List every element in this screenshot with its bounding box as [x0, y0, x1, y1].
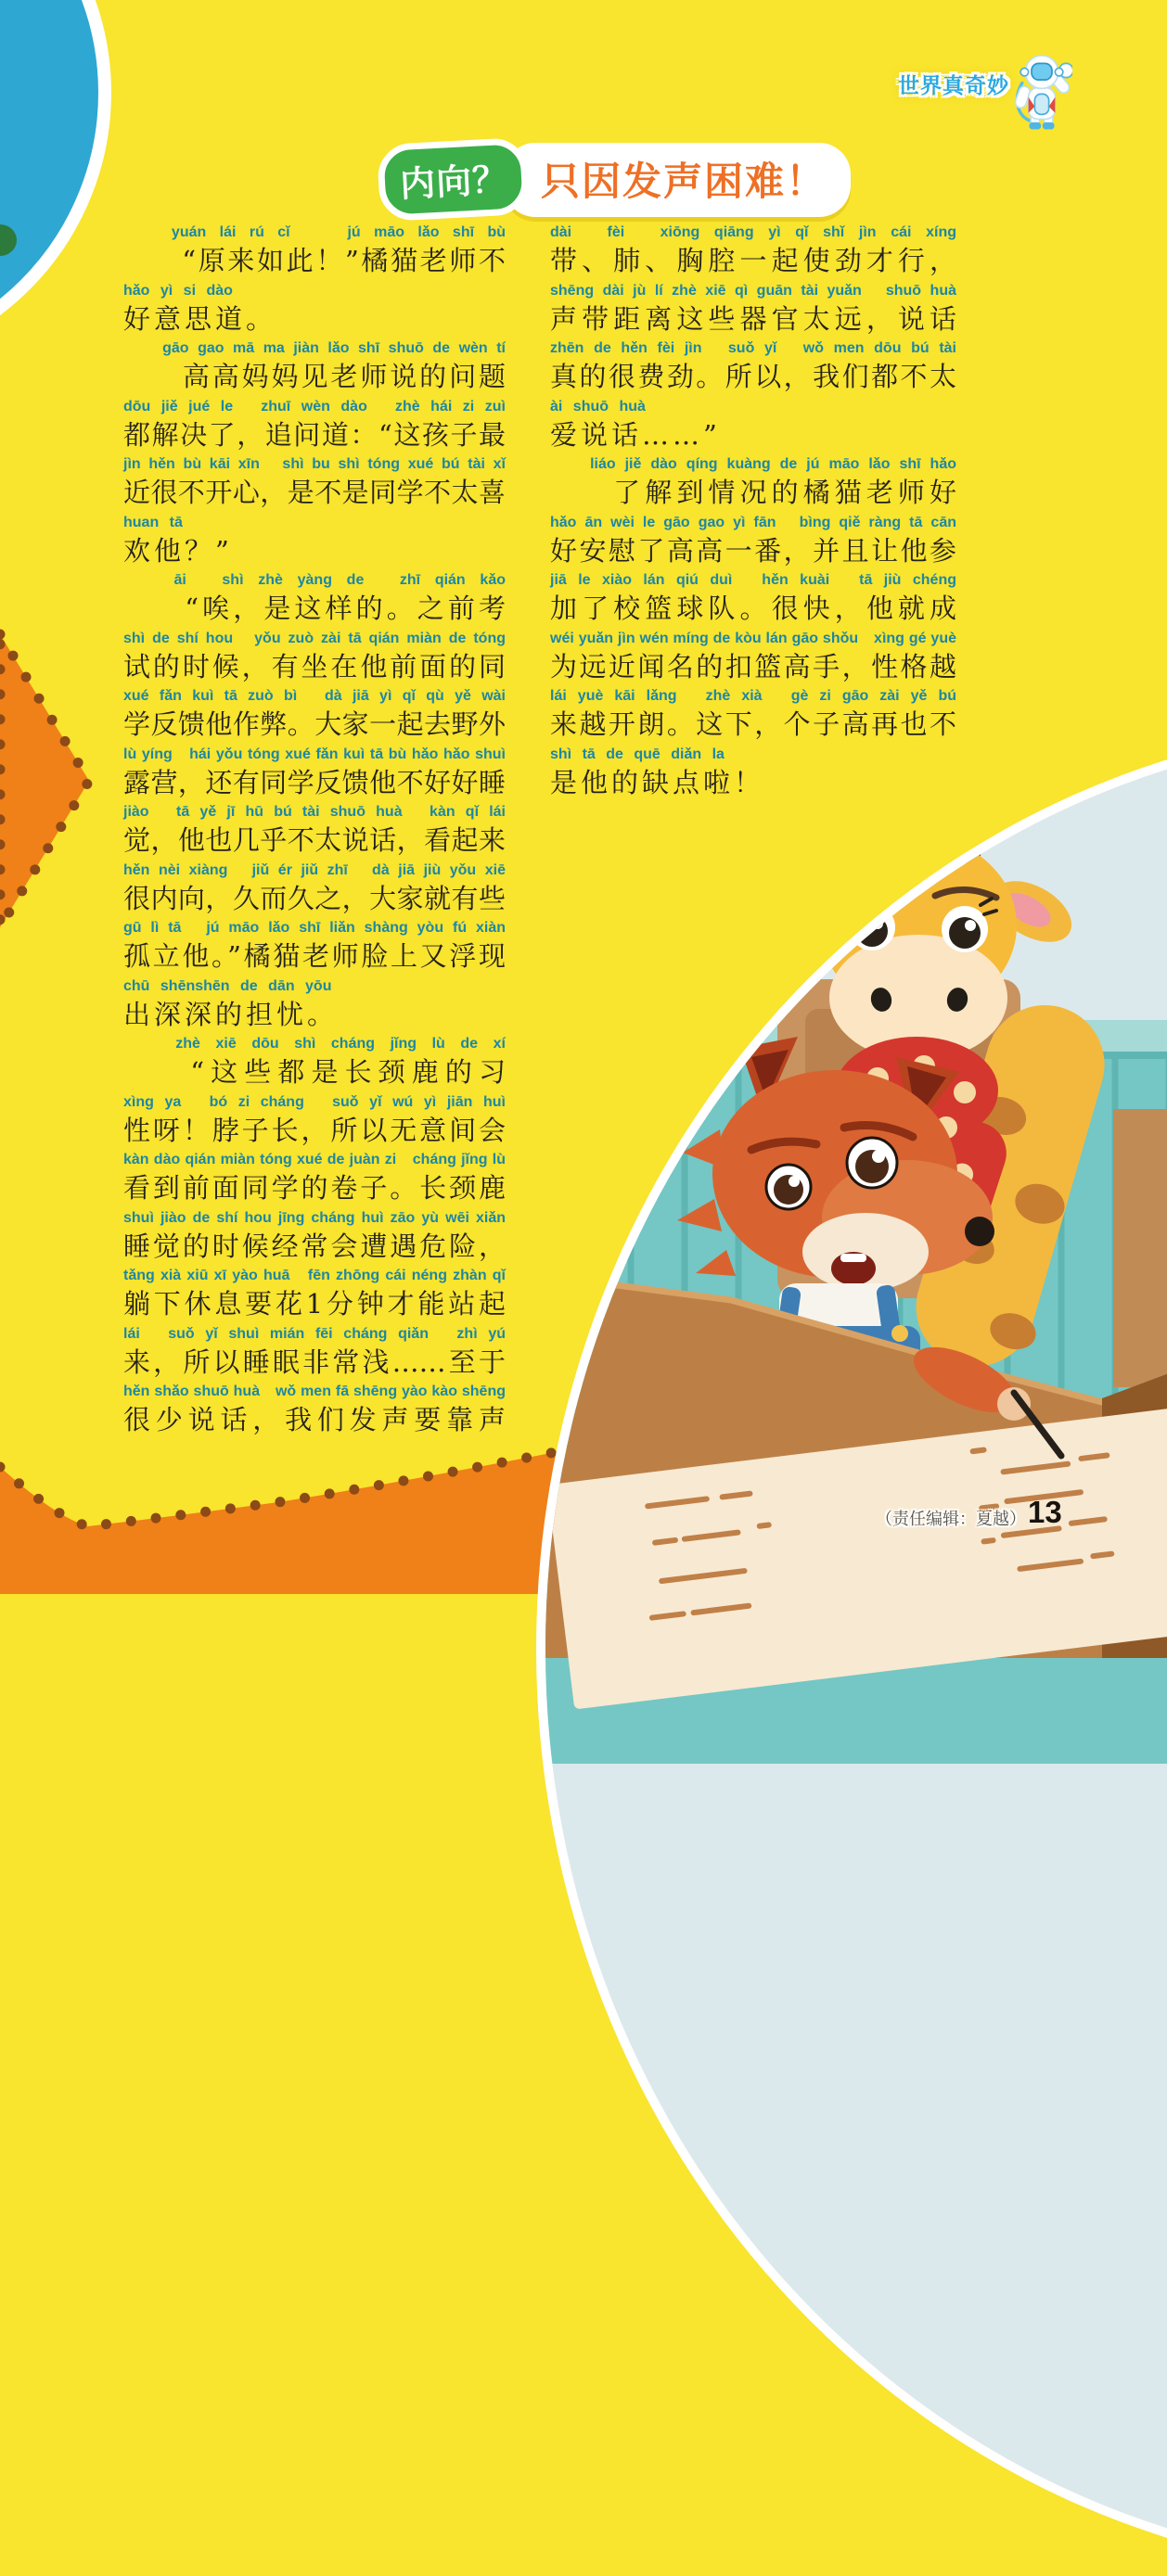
- pinyin-row: jiào tā yě jī hū bú tài shuō huà kàn qǐ lái: [123, 804, 506, 820]
- title-rest-text: 只因发声困难！: [541, 159, 827, 203]
- classroom-scene: [545, 731, 1167, 2567]
- pinyin-row: jiā le xiào lán qiú duì hěn kuài tā jiù chéng: [550, 572, 956, 588]
- pinyin-row: huan tā: [123, 514, 183, 530]
- pinyin-row: gū lì tā jú māo lǎo shī liǎn shàng yòu fú xiàn: [123, 920, 506, 936]
- pinyin-row: xué fǎn kuì tā zuò bì dà jiā yì qǐ qù yě wài: [123, 688, 506, 704]
- fox-nose: [965, 1217, 994, 1246]
- editor-credit: （责任编辑：夏越）: [876, 1510, 1026, 1528]
- title-highlight-text: 内向？: [399, 159, 510, 205]
- text-line: [550, 570, 956, 629]
- hanzi-row: 近很不开心，是不是同学不太喜: [123, 477, 506, 508]
- text-line: [550, 223, 956, 281]
- text-line: [550, 745, 956, 803]
- pinyin-row: shì tā de quē diǎn la: [550, 746, 725, 762]
- pinyin-row: lù yíng hái yǒu tóng xué fǎn kuì tā bù hǎo hǎo shuì: [123, 746, 506, 762]
- text-line: [123, 686, 506, 745]
- hanzi-row: 好安慰了高高一番，并且让他参: [550, 534, 956, 567]
- hanzi-row: 了解到情况的橘猫老师好: [550, 477, 956, 508]
- text-line: [123, 570, 506, 629]
- corner-blue-decoration: [0, 0, 111, 371]
- hanzi-row: “这些都是长颈鹿的习: [123, 1056, 506, 1088]
- hanzi-row: 为远近闻名的扣篮高手，性格越: [550, 650, 956, 682]
- hanzi-row: 很少说话，我们发声要靠声: [123, 1404, 506, 1435]
- classroom-illustration: [536, 721, 1167, 2576]
- text-column-right: [550, 223, 956, 802]
- text-line: [123, 1034, 506, 1092]
- pinyin-row: shuì jiào de shí hou jīng cháng huì zāo yù wēi xiǎn: [123, 1209, 506, 1226]
- pinyin-row: ài shuō huà: [550, 398, 646, 414]
- hanzi-row: 学反馈他作弊。大家一起去野外: [123, 708, 506, 740]
- pinyin-row: hǎo ān wèi le gāo gao yì fān bìng qiě ràng tā cān: [550, 514, 956, 530]
- hanzi-row: 欢他？”: [123, 534, 233, 567]
- hanzi-row: 出深深的担忧。: [123, 998, 339, 1030]
- text-line: [123, 397, 506, 455]
- text-line: [123, 454, 506, 513]
- section-badge: [898, 69, 1009, 99]
- pinyin-row: chū shēnshēn de dān yōu: [123, 977, 332, 994]
- hanzi-row: 孤立他。”橘猫老师脸上又浮现: [123, 940, 506, 972]
- hanzi-row: 露营，还有同学反馈他不好好睡: [123, 766, 506, 798]
- hanzi-row: “唉，是这样的。之前考: [123, 593, 506, 624]
- pinyin-row: shì de shí hou yǒu zuò zài tā qián miàn de tóng: [123, 630, 506, 646]
- hanzi-row: 睡觉的时候经常会遭遇危险，: [123, 1230, 506, 1262]
- hanzi-row: 来，所以睡眠非常浅……至于: [123, 1345, 506, 1378]
- hanzi-row: 高高妈妈见老师说的问题: [123, 361, 506, 392]
- text-line: [550, 629, 956, 687]
- text-line: [550, 281, 956, 339]
- pinyin-row: gāo gao mā ma jiàn lǎo shī shuō de wèn tí: [123, 340, 506, 356]
- hanzi-row: 觉，他也几乎不太说话，看起来: [123, 824, 506, 856]
- pinyin-row: yuán lái rú cǐ jú māo lǎo shī bù: [123, 224, 506, 240]
- hanzi-row: 看到前面同学的卷子。长颈鹿: [123, 1172, 506, 1204]
- pinyin-row: hǎo yì si dào: [123, 282, 233, 299]
- text-line: [123, 1382, 506, 1440]
- text-line: [123, 1092, 506, 1151]
- text-line: [123, 1324, 506, 1383]
- hanzi-row: 爱说话……”: [550, 418, 721, 451]
- hanzi-row: 是他的缺点啦！: [550, 766, 765, 798]
- text-line: [123, 1266, 506, 1324]
- text-column-left: [123, 223, 506, 1440]
- hanzi-row: 真的很费劲。所以，我们都不太: [550, 361, 956, 392]
- pinyin-row: dōu jiě jué le zhuī wèn dào zhè hái zi zuì: [123, 398, 506, 414]
- title-highlight-pill: [377, 137, 530, 222]
- pinyin-row: shēng dài jù lí zhè xiē qì guān tài yuǎn shuō huà: [550, 282, 956, 299]
- title-rest-pill: [504, 143, 851, 217]
- hanzi-row: 试的时候，有坐在他前面的同: [123, 650, 506, 682]
- hanzi-row: 声带距离这些器官太远，说话: [550, 302, 956, 335]
- hanzi-row: 带、肺、胸腔一起使劲才行，: [550, 245, 956, 276]
- pinyin-row: kàn dào qián miàn tóng xué de juàn zi cháng jǐng lù: [123, 1152, 506, 1167]
- hanzi-row: 都解决了，追问道：“这孩子最: [123, 418, 506, 451]
- pinyin-row: lái suǒ yǐ shuì mián fēi cháng qiǎn zhì yú: [123, 1325, 506, 1342]
- text-line: [123, 629, 506, 687]
- section-badge-label: 世界真奇妙: [898, 73, 1009, 97]
- text-line: [123, 1150, 506, 1208]
- pinyin-row: liáo jiě dào qíng kuàng de jú māo lǎo shī hǎo: [550, 456, 956, 472]
- page-number: 13: [1028, 1495, 1062, 1529]
- text-line: [123, 802, 506, 861]
- text-line: [550, 338, 956, 397]
- hanzi-row: “原来如此！”橘猫老师不: [123, 245, 506, 276]
- pinyin-row: zhēn de hěn fèi jìn suǒ yǐ wǒ men dōu bú tài: [550, 340, 956, 356]
- text-line: [123, 513, 506, 571]
- astronaut-icon: [1011, 48, 1072, 134]
- text-line: [123, 976, 506, 1035]
- text-line: [123, 281, 506, 339]
- hanzi-row: 好意思道。: [123, 302, 277, 335]
- pinyin-row: tǎng xià xiū xī yào huā fēn zhōng cái néng zhàn qǐ: [123, 1268, 506, 1283]
- text-line: [123, 745, 506, 803]
- text-line: [123, 1208, 506, 1267]
- text-line: [550, 513, 956, 571]
- hanzi-row: 很内向，久而久之，大家就有些: [123, 882, 506, 914]
- text-line: [123, 223, 506, 281]
- hanzi-row: 来越开朗。这下，个子高再也不: [550, 708, 956, 740]
- pinyin-row: lái yuè kāi lǎng zhè xià gè zi gāo zài yě bú: [550, 688, 956, 704]
- pinyin-row: wéi yuǎn jìn wén míng de kòu lán gāo shǒu xìng gé yuè: [550, 630, 956, 646]
- pinyin-row: xìng ya bó zi cháng suǒ yǐ wú yì jiān huì: [123, 1093, 506, 1110]
- text-line: [550, 686, 956, 745]
- text-line: [123, 338, 506, 397]
- pinyin-row: āi shì zhè yàng de zhī qián kǎo: [123, 572, 506, 588]
- pinyin-row: dài fèi xiōng qiāng yì qǐ shǐ jìn cái xíng: [550, 224, 956, 240]
- text-line: [123, 861, 506, 919]
- orange-triangle-decoration: [0, 623, 107, 938]
- pinyin-row: hěn shǎo shuō huà wǒ men fā shēng yào kào shēng: [123, 1384, 506, 1399]
- pinyin-row: zhè xiē dōu shì cháng jǐng lù de xí: [123, 1036, 506, 1052]
- hanzi-row: 加了校篮球队。很快，他就成: [550, 593, 956, 624]
- text-line: [123, 918, 506, 976]
- hanzi-row: 性呀！脖子长，所以无意间会: [123, 1114, 506, 1146]
- hanzi-row: 躺下休息要花1分钟才能站起: [123, 1288, 506, 1320]
- text-line: [550, 397, 956, 455]
- text-line: [550, 454, 956, 513]
- article-title: [378, 141, 851, 218]
- pinyin-row: jìn hěn bù kāi xīn shì bu shì tóng xué bú tài xǐ: [123, 456, 506, 472]
- pinyin-row: hěn nèi xiàng jiǔ ér jiǔ zhī dà jiā jiù yǒu xiē: [123, 861, 506, 878]
